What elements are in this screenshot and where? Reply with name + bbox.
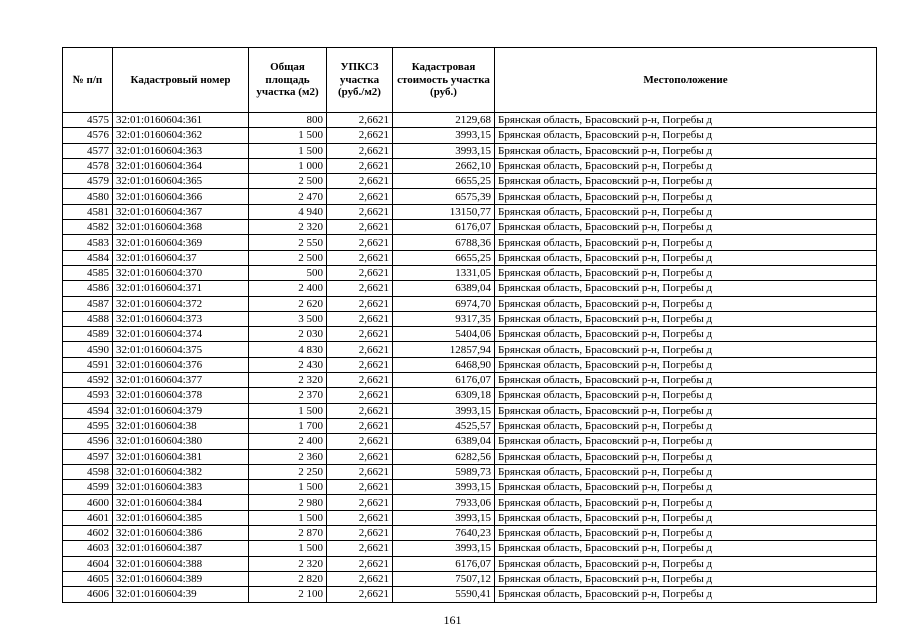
cell-area: 2 030 bbox=[249, 327, 327, 342]
cell-area: 1 500 bbox=[249, 510, 327, 525]
cell-num: 4593 bbox=[63, 388, 113, 403]
cell-cadastral-number: 32:01:0160604:374 bbox=[113, 327, 249, 342]
cell-upks: 2,6621 bbox=[327, 403, 393, 418]
cell-location: Брянская область, Брасовский р-н, Погребы д bbox=[495, 327, 877, 342]
header-cadastral-number: Кадастровый номер bbox=[113, 48, 249, 113]
cell-upks: 2,6621 bbox=[327, 281, 393, 296]
cell-cadastral-cost: 3993,15 bbox=[393, 541, 495, 556]
table-row bbox=[63, 235, 877, 250]
cell-location: Брянская область, Брасовский р-н, Погребы д bbox=[495, 296, 877, 311]
cell-cadastral-number: 32:01:0160604:365 bbox=[113, 174, 249, 189]
cell-area: 4 940 bbox=[249, 204, 327, 219]
header-num: № п/п bbox=[63, 48, 113, 113]
cell-area: 500 bbox=[249, 265, 327, 280]
cell-num: 4584 bbox=[63, 250, 113, 265]
cell-cadastral-cost: 5590,41 bbox=[393, 587, 495, 602]
cell-location: Брянская область, Брасовский р-н, Погребы д bbox=[495, 158, 877, 173]
cell-cadastral-number: 32:01:0160604:375 bbox=[113, 342, 249, 357]
cell-cadastral-number: 32:01:0160604:366 bbox=[113, 189, 249, 204]
cell-location: Брянская область, Брасовский р-н, Погребы д bbox=[495, 143, 877, 158]
table-row bbox=[63, 373, 877, 388]
cell-num: 4585 bbox=[63, 265, 113, 280]
cell-cadastral-cost: 13150,77 bbox=[393, 204, 495, 219]
cell-area: 2 360 bbox=[249, 449, 327, 464]
cell-cadastral-number: 32:01:0160604:371 bbox=[113, 281, 249, 296]
cell-cadastral-cost: 6655,25 bbox=[393, 174, 495, 189]
cell-cadastral-cost: 6309,18 bbox=[393, 388, 495, 403]
cell-num: 4592 bbox=[63, 373, 113, 388]
cell-num: 4577 bbox=[63, 143, 113, 158]
cell-upks: 2,6621 bbox=[327, 464, 393, 479]
cell-location: Брянская область, Брасовский р-н, Погребы д bbox=[495, 510, 877, 525]
cell-location: Брянская область, Брасовский р-н, Погребы д bbox=[495, 571, 877, 586]
cell-area: 2 550 bbox=[249, 235, 327, 250]
cell-location: Брянская область, Брасовский р-н, Погребы д bbox=[495, 434, 877, 449]
cell-area: 2 320 bbox=[249, 373, 327, 388]
table-row bbox=[63, 281, 877, 296]
table-row bbox=[63, 220, 877, 235]
cell-num: 4595 bbox=[63, 418, 113, 433]
table-row bbox=[63, 327, 877, 342]
cell-num: 4579 bbox=[63, 174, 113, 189]
cell-num: 4576 bbox=[63, 128, 113, 143]
cell-num: 4580 bbox=[63, 189, 113, 204]
cell-upks: 2,6621 bbox=[327, 265, 393, 280]
cell-cadastral-number: 32:01:0160604:386 bbox=[113, 526, 249, 541]
cell-location: Брянская область, Брасовский р-н, Погребы д bbox=[495, 357, 877, 372]
table-row bbox=[63, 571, 877, 586]
cell-area: 2 320 bbox=[249, 556, 327, 571]
cell-cadastral-cost: 3993,15 bbox=[393, 480, 495, 495]
cell-area: 1 700 bbox=[249, 418, 327, 433]
cell-num: 4598 bbox=[63, 464, 113, 479]
cell-location: Брянская область, Брасовский р-н, Погребы д bbox=[495, 449, 877, 464]
cell-upks: 2,6621 bbox=[327, 143, 393, 158]
cell-location: Брянская область, Брасовский р-н, Погребы д bbox=[495, 587, 877, 602]
cell-upks: 2,6621 bbox=[327, 495, 393, 510]
cadastral-table-sheet bbox=[62, 47, 877, 603]
cell-cadastral-number: 32:01:0160604:377 bbox=[113, 373, 249, 388]
cell-cadastral-cost: 12857,94 bbox=[393, 342, 495, 357]
header-cadastral-cost: Кадастровая стоимость участка (руб.) bbox=[393, 48, 495, 113]
cell-cadastral-number: 32:01:0160604:376 bbox=[113, 357, 249, 372]
cell-num: 4583 bbox=[63, 235, 113, 250]
cell-upks: 2,6621 bbox=[327, 434, 393, 449]
table-row bbox=[63, 541, 877, 556]
cell-upks: 2,6621 bbox=[327, 418, 393, 433]
cell-num: 4582 bbox=[63, 220, 113, 235]
cell-cadastral-number: 32:01:0160604:381 bbox=[113, 449, 249, 464]
cell-cadastral-cost: 3993,15 bbox=[393, 128, 495, 143]
cell-cadastral-number: 32:01:0160604:38 bbox=[113, 418, 249, 433]
cell-cadastral-cost: 1331,05 bbox=[393, 265, 495, 280]
cell-location: Брянская область, Брасовский р-н, Погребы д bbox=[495, 373, 877, 388]
cell-cadastral-number: 32:01:0160604:363 bbox=[113, 143, 249, 158]
cell-upks: 2,6621 bbox=[327, 327, 393, 342]
cell-num: 4589 bbox=[63, 327, 113, 342]
cell-cadastral-number: 32:01:0160604:384 bbox=[113, 495, 249, 510]
cell-location: Брянская область, Брасовский р-н, Погребы д bbox=[495, 204, 877, 219]
table-row bbox=[63, 388, 877, 403]
table-row bbox=[63, 403, 877, 418]
cell-cadastral-cost: 3993,15 bbox=[393, 403, 495, 418]
cell-location: Брянская область, Брасовский р-н, Погребы д bbox=[495, 311, 877, 326]
table-row bbox=[63, 189, 877, 204]
cell-upks: 2,6621 bbox=[327, 510, 393, 525]
cell-cadastral-cost: 6389,04 bbox=[393, 434, 495, 449]
cell-upks: 2,6621 bbox=[327, 388, 393, 403]
cell-location: Брянская область, Брасовский р-н, Погребы д bbox=[495, 526, 877, 541]
cell-cadastral-number: 32:01:0160604:385 bbox=[113, 510, 249, 525]
cell-area: 2 870 bbox=[249, 526, 327, 541]
cell-cadastral-number: 32:01:0160604:380 bbox=[113, 434, 249, 449]
cell-num: 4599 bbox=[63, 480, 113, 495]
cell-area: 800 bbox=[249, 113, 327, 128]
cell-upks: 2,6621 bbox=[327, 526, 393, 541]
table-row bbox=[63, 418, 877, 433]
cell-cadastral-number: 32:01:0160604:367 bbox=[113, 204, 249, 219]
cell-area: 4 830 bbox=[249, 342, 327, 357]
cell-upks: 2,6621 bbox=[327, 174, 393, 189]
table-row bbox=[63, 495, 877, 510]
cell-cadastral-number: 32:01:0160604:388 bbox=[113, 556, 249, 571]
cell-num: 4591 bbox=[63, 357, 113, 372]
table-row bbox=[63, 265, 877, 280]
cell-num: 4606 bbox=[63, 587, 113, 602]
cell-location: Брянская область, Брасовский р-н, Погребы д bbox=[495, 113, 877, 128]
cell-num: 4588 bbox=[63, 311, 113, 326]
cell-area: 2 400 bbox=[249, 281, 327, 296]
cell-area: 2 320 bbox=[249, 220, 327, 235]
cell-cadastral-cost: 9317,35 bbox=[393, 311, 495, 326]
cell-location: Брянская область, Брасовский р-н, Погребы д bbox=[495, 174, 877, 189]
cell-area: 2 370 bbox=[249, 388, 327, 403]
cell-upks: 2,6621 bbox=[327, 296, 393, 311]
table-row bbox=[63, 556, 877, 571]
cell-cadastral-number: 32:01:0160604:373 bbox=[113, 311, 249, 326]
cell-num: 4602 bbox=[63, 526, 113, 541]
cell-area: 2 100 bbox=[249, 587, 327, 602]
cell-cadastral-number: 32:01:0160604:389 bbox=[113, 571, 249, 586]
cell-upks: 2,6621 bbox=[327, 373, 393, 388]
table-body bbox=[63, 113, 877, 603]
cell-area: 2 250 bbox=[249, 464, 327, 479]
cell-upks: 2,6621 bbox=[327, 587, 393, 602]
cell-num: 4596 bbox=[63, 434, 113, 449]
cell-cadastral-cost: 6389,04 bbox=[393, 281, 495, 296]
cell-num: 4597 bbox=[63, 449, 113, 464]
cell-area: 2 820 bbox=[249, 571, 327, 586]
cell-location: Брянская область, Брасовский р-н, Погребы д bbox=[495, 281, 877, 296]
cell-num: 4587 bbox=[63, 296, 113, 311]
table-row bbox=[63, 480, 877, 495]
cell-cadastral-cost: 5989,73 bbox=[393, 464, 495, 479]
cell-location: Брянская область, Брасовский р-н, Погребы д bbox=[495, 495, 877, 510]
table-row bbox=[63, 204, 877, 219]
cell-cadastral-number: 32:01:0160604:370 bbox=[113, 265, 249, 280]
cell-location: Брянская область, Брасовский р-н, Погребы д bbox=[495, 388, 877, 403]
cell-cadastral-cost: 5404,06 bbox=[393, 327, 495, 342]
cell-area: 1 500 bbox=[249, 541, 327, 556]
cell-location: Брянская область, Брасовский р-н, Погребы д bbox=[495, 265, 877, 280]
table-row bbox=[63, 342, 877, 357]
table-row bbox=[63, 143, 877, 158]
cell-area: 1 500 bbox=[249, 480, 327, 495]
cell-location: Брянская область, Брасовский р-н, Погребы д bbox=[495, 418, 877, 433]
cell-num: 4586 bbox=[63, 281, 113, 296]
cell-location: Брянская область, Брасовский р-н, Погребы д bbox=[495, 541, 877, 556]
cell-upks: 2,6621 bbox=[327, 113, 393, 128]
cell-cadastral-number: 32:01:0160604:379 bbox=[113, 403, 249, 418]
cell-cadastral-number: 32:01:0160604:362 bbox=[113, 128, 249, 143]
cell-cadastral-cost: 6974,70 bbox=[393, 296, 495, 311]
cell-num: 4604 bbox=[63, 556, 113, 571]
cell-cadastral-number: 32:01:0160604:37 bbox=[113, 250, 249, 265]
cell-cadastral-cost: 6788,36 bbox=[393, 235, 495, 250]
cell-cadastral-cost: 4525,57 bbox=[393, 418, 495, 433]
cell-area: 2 430 bbox=[249, 357, 327, 372]
table-row bbox=[63, 526, 877, 541]
cell-cadastral-cost: 2129,68 bbox=[393, 113, 495, 128]
cell-cadastral-number: 32:01:0160604:361 bbox=[113, 113, 249, 128]
cell-cadastral-number: 32:01:0160604:369 bbox=[113, 235, 249, 250]
cell-cadastral-cost: 7933,06 bbox=[393, 495, 495, 510]
cell-area: 1 500 bbox=[249, 128, 327, 143]
cell-num: 4605 bbox=[63, 571, 113, 586]
cell-cadastral-number: 32:01:0160604:39 bbox=[113, 587, 249, 602]
cell-upks: 2,6621 bbox=[327, 235, 393, 250]
cell-location: Брянская область, Брасовский р-н, Погребы д bbox=[495, 480, 877, 495]
cell-cadastral-number: 32:01:0160604:378 bbox=[113, 388, 249, 403]
cell-location: Брянская область, Брасовский р-н, Погребы д bbox=[495, 220, 877, 235]
table-row bbox=[63, 174, 877, 189]
cell-upks: 2,6621 bbox=[327, 357, 393, 372]
cell-cadastral-cost: 6176,07 bbox=[393, 373, 495, 388]
cell-area: 2 400 bbox=[249, 434, 327, 449]
cell-area: 2 980 bbox=[249, 495, 327, 510]
cell-area: 1 000 bbox=[249, 158, 327, 173]
cell-num: 4603 bbox=[63, 541, 113, 556]
cell-upks: 2,6621 bbox=[327, 449, 393, 464]
cell-upks: 2,6621 bbox=[327, 311, 393, 326]
cell-num: 4594 bbox=[63, 403, 113, 418]
cell-upks: 2,6621 bbox=[327, 158, 393, 173]
cell-location: Брянская область, Брасовский р-н, Погребы д bbox=[495, 556, 877, 571]
page-number: 161 bbox=[443, 613, 462, 627]
cell-num: 4600 bbox=[63, 495, 113, 510]
cell-upks: 2,6621 bbox=[327, 571, 393, 586]
cell-location: Брянская область, Брасовский р-н, Погребы д bbox=[495, 342, 877, 357]
cell-area: 2 500 bbox=[249, 250, 327, 265]
table-row bbox=[63, 464, 877, 479]
cell-area: 2 500 bbox=[249, 174, 327, 189]
header-upks: УПКСЗ участка (руб./м2) bbox=[327, 48, 393, 113]
cell-upks: 2,6621 bbox=[327, 541, 393, 556]
cell-upks: 2,6621 bbox=[327, 556, 393, 571]
table-row bbox=[63, 357, 877, 372]
cell-cadastral-cost: 6176,07 bbox=[393, 220, 495, 235]
table-row bbox=[63, 449, 877, 464]
cell-cadastral-cost: 6655,25 bbox=[393, 250, 495, 265]
cadastral-table bbox=[62, 47, 877, 603]
cell-location: Брянская область, Брасовский р-н, Погребы д bbox=[495, 189, 877, 204]
cell-area: 1 500 bbox=[249, 403, 327, 418]
cell-cadastral-cost: 6176,07 bbox=[393, 556, 495, 571]
cell-cadastral-number: 32:01:0160604:368 bbox=[113, 220, 249, 235]
table-row bbox=[63, 296, 877, 311]
cell-cadastral-cost: 2662,10 bbox=[393, 158, 495, 173]
cell-num: 4581 bbox=[63, 204, 113, 219]
table-row bbox=[63, 510, 877, 525]
table-row bbox=[63, 128, 877, 143]
cell-cadastral-cost: 3993,15 bbox=[393, 510, 495, 525]
cell-cadastral-cost: 3993,15 bbox=[393, 143, 495, 158]
cell-location: Брянская область, Брасовский р-н, Погребы д bbox=[495, 464, 877, 479]
cell-cadastral-number: 32:01:0160604:364 bbox=[113, 158, 249, 173]
cell-area: 1 500 bbox=[249, 143, 327, 158]
cell-area: 2 620 bbox=[249, 296, 327, 311]
cell-num: 4590 bbox=[63, 342, 113, 357]
cell-cadastral-cost: 6468,90 bbox=[393, 357, 495, 372]
cell-location: Брянская область, Брасовский р-н, Погребы д bbox=[495, 128, 877, 143]
cell-num: 4578 bbox=[63, 158, 113, 173]
cell-upks: 2,6621 bbox=[327, 204, 393, 219]
header-location: Местоположение bbox=[495, 48, 877, 113]
cell-cadastral-cost: 6575,39 bbox=[393, 189, 495, 204]
cell-num: 4601 bbox=[63, 510, 113, 525]
cell-cadastral-number: 32:01:0160604:383 bbox=[113, 480, 249, 495]
header-row bbox=[63, 48, 877, 113]
cell-upks: 2,6621 bbox=[327, 220, 393, 235]
cell-upks: 2,6621 bbox=[327, 189, 393, 204]
cell-cadastral-cost: 6282,56 bbox=[393, 449, 495, 464]
cell-area: 2 470 bbox=[249, 189, 327, 204]
table-row bbox=[63, 587, 877, 602]
header-area: Общая площадь участка (м2) bbox=[249, 48, 327, 113]
cell-upks: 2,6621 bbox=[327, 480, 393, 495]
cell-upks: 2,6621 bbox=[327, 250, 393, 265]
cell-location: Брянская область, Брасовский р-н, Погребы д bbox=[495, 235, 877, 250]
table-row bbox=[63, 311, 877, 326]
cell-cadastral-cost: 7507,12 bbox=[393, 571, 495, 586]
cell-area: 3 500 bbox=[249, 311, 327, 326]
table-row bbox=[63, 158, 877, 173]
table-row bbox=[63, 434, 877, 449]
table-row bbox=[63, 113, 877, 128]
table-row bbox=[63, 250, 877, 265]
cell-cadastral-number: 32:01:0160604:382 bbox=[113, 464, 249, 479]
cell-upks: 2,6621 bbox=[327, 128, 393, 143]
cell-cadastral-cost: 7640,23 bbox=[393, 526, 495, 541]
cell-cadastral-number: 32:01:0160604:387 bbox=[113, 541, 249, 556]
cell-num: 4575 bbox=[63, 113, 113, 128]
cell-upks: 2,6621 bbox=[327, 342, 393, 357]
cell-cadastral-number: 32:01:0160604:372 bbox=[113, 296, 249, 311]
cell-location: Брянская область, Брасовский р-н, Погребы д bbox=[495, 250, 877, 265]
cell-location: Брянская область, Брасовский р-н, Погребы д bbox=[495, 403, 877, 418]
